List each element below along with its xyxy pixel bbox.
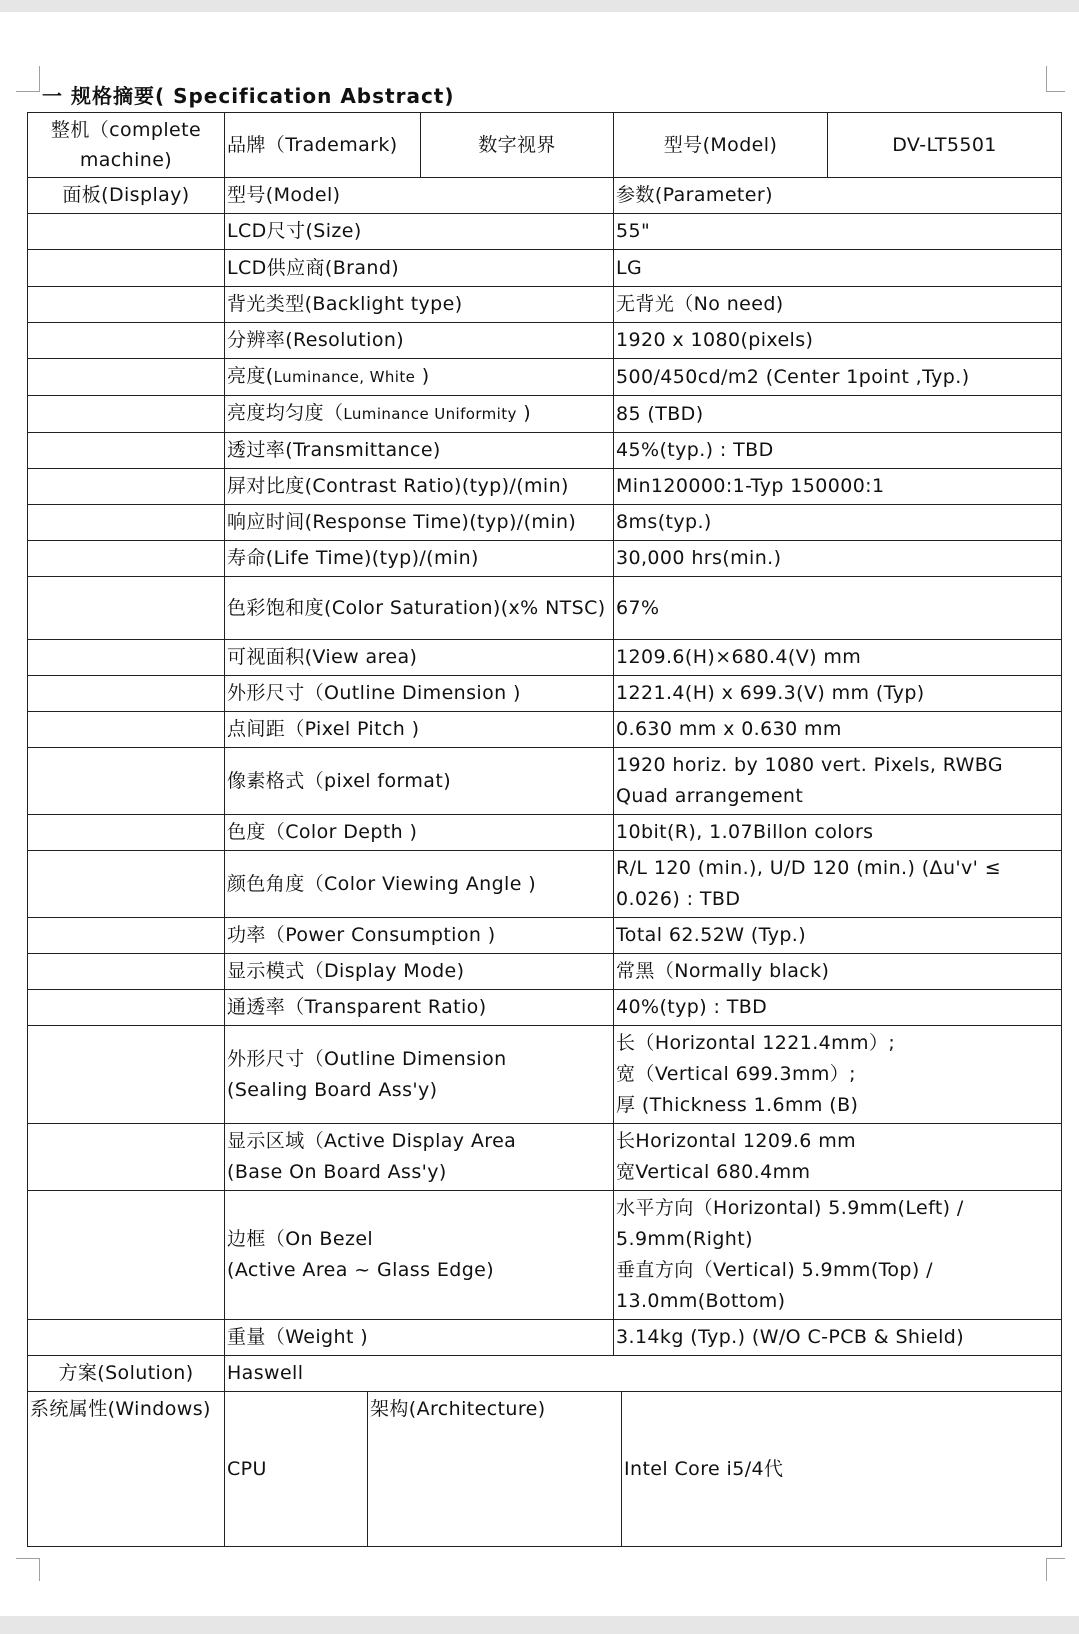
category-cell — [28, 250, 225, 287]
spec-label: 可视面积(View area) — [225, 640, 614, 676]
system-row — [28, 1392, 1062, 1547]
spec-label: 通透率（Transparent Ratio) — [225, 990, 614, 1026]
spec-row — [28, 396, 1062, 433]
spec-row — [28, 815, 1062, 851]
category-cell — [28, 214, 225, 250]
spec-value: Min120000:1-Typ 150000:1 — [614, 469, 1062, 505]
spec-label: 分辨率(Resolution) — [225, 323, 614, 359]
category-cell — [28, 469, 225, 505]
spec-row — [28, 287, 1062, 323]
model-label: 型号(Model) — [614, 113, 828, 178]
spec-value — [614, 1026, 1062, 1124]
category-cell — [28, 1191, 225, 1320]
display-category: 面板(Display) — [28, 178, 225, 214]
spec-row — [28, 712, 1062, 748]
system-category: 系统属性(Windows) — [28, 1392, 225, 1547]
spec-value: 45%(typ.) : TBD — [614, 433, 1062, 469]
spec-label: LCD尺寸(Size) — [225, 214, 614, 250]
crop-mark-bottom-right — [1046, 1558, 1065, 1581]
category-cell — [28, 851, 225, 918]
spec-label: 像素格式（pixel format) — [225, 748, 614, 815]
category-cell — [28, 287, 225, 323]
category-cell — [28, 1124, 225, 1191]
spec-value-line: 厚 (Thickness 1.6mm (B) — [616, 1094, 859, 1116]
spec-value: 85 (TBD) — [614, 396, 1062, 433]
category-cell — [28, 1320, 225, 1356]
spec-value: 1920 x 1080(pixels) — [614, 323, 1062, 359]
spec-value: 1221.4(H) x 699.3(V) mm (Typ) — [614, 676, 1062, 712]
spec-row — [28, 640, 1062, 676]
spec-row — [28, 1026, 1062, 1124]
system-value: Intel Core i5/4代 — [622, 1392, 1062, 1547]
machine-cell: 整机（complete machine) — [28, 113, 225, 178]
spec-label: 透过率(Transmittance) — [225, 433, 614, 469]
solution-category: 方案(Solution) — [28, 1356, 225, 1392]
spec-value: 8ms(typ.) — [614, 505, 1062, 541]
spec-value: 55" — [614, 214, 1062, 250]
section-heading: 一 规格摘要( Specification Abstract) — [42, 84, 455, 108]
spec-label-small: Luminance Uniformity — [343, 405, 517, 423]
model-value: DV-LT5501 — [828, 113, 1062, 178]
spec-label-line: (Sealing Board Ass'y) — [227, 1078, 438, 1101]
crop-mark-top-right — [1046, 66, 1065, 92]
spec-label: 色度（Color Depth ) — [225, 815, 614, 851]
category-cell — [28, 990, 225, 1026]
crop-mark-top-left — [16, 66, 40, 92]
spec-label-line: 显示区域（Active Display Area — [227, 1130, 517, 1152]
spec-row — [28, 214, 1062, 250]
spec-label: 背光类型(Backlight type) — [225, 287, 614, 323]
spec-label: 点间距（Pixel Pitch ) — [225, 712, 614, 748]
spec-label-line: 外形尺寸（Outline Dimension — [227, 1047, 507, 1070]
spec-value: LG — [614, 250, 1062, 287]
spec-label: 功率（Power Consumption ) — [225, 918, 614, 954]
spec-label-end: ) — [415, 365, 430, 387]
spec-value: 67% — [614, 577, 1062, 640]
category-cell — [28, 676, 225, 712]
crop-mark-bottom-left — [16, 1558, 40, 1581]
category-cell — [28, 815, 225, 851]
header-row — [28, 113, 1062, 178]
solution-row — [28, 1356, 1062, 1392]
category-cell — [28, 1026, 225, 1124]
category-cell — [28, 359, 225, 396]
spec-label: 型号(Model) — [225, 178, 614, 214]
spec-label: 屏对比度(Contrast Ratio)(typ)/(min) — [225, 469, 614, 505]
category-cell — [28, 433, 225, 469]
category-cell — [28, 577, 225, 640]
spec-label: 颜色角度（Color Viewing Angle ) — [225, 851, 614, 918]
spec-row — [28, 676, 1062, 712]
spec-label-main: 亮度均匀度（ — [227, 402, 344, 424]
spec-label-main: 亮度( — [227, 365, 274, 387]
spec-label — [225, 359, 614, 396]
system-arch-label: 架构(Architecture) — [368, 1392, 622, 1547]
spec-row — [28, 323, 1062, 359]
spec-value-line: 长Horizontal 1209.6 mm — [616, 1130, 857, 1152]
spec-label: 寿命(Life Time)(typ)/(min) — [225, 541, 614, 577]
spec-label-end: ) — [516, 402, 532, 424]
spec-label: 显示模式（Display Mode) — [225, 954, 614, 990]
spec-row — [28, 433, 1062, 469]
spec-value: 3.14kg (Typ.) (W/O C-PCB & Shield) — [614, 1320, 1062, 1356]
spec-label-line: (Base On Board Ass'y) — [227, 1161, 447, 1183]
spec-value: 10bit(R), 1.07Billon colors — [614, 815, 1062, 851]
spec-label-small: Luminance, White — [273, 368, 416, 386]
spec-row — [28, 954, 1062, 990]
category-cell — [28, 748, 225, 815]
category-cell — [28, 505, 225, 541]
spec-value-line: 长（Horizontal 1221.4mm）; — [616, 1032, 896, 1054]
spec-row — [28, 1320, 1062, 1356]
category-cell — [28, 396, 225, 433]
spec-value: 0.630 mm x 0.630 mm — [614, 712, 1062, 748]
spec-row — [28, 577, 1062, 640]
trademark-label: 品牌（Trademark) — [225, 113, 421, 178]
spec-row — [28, 918, 1062, 954]
category-cell — [28, 712, 225, 748]
display-section — [28, 178, 1062, 1356]
spec-value: 常黑（Normally black) — [614, 954, 1062, 990]
spec-value: 无背光（No need) — [614, 287, 1062, 323]
spec-row — [28, 250, 1062, 287]
system-component: CPU — [225, 1392, 368, 1547]
spec-label-line: 边框（On Bezel — [227, 1228, 374, 1250]
spec-label — [225, 1026, 614, 1124]
spec-value: Total 62.52W (Typ.) — [614, 918, 1062, 954]
spec-label — [225, 1124, 614, 1191]
spec-row — [28, 990, 1062, 1026]
spec-row — [28, 178, 1062, 214]
spec-value: 500/450cd/m2 (Center 1point ,Typ.) — [614, 359, 1062, 396]
spec-label: 色彩饱和度(Color Saturation)(x% NTSC) — [225, 577, 614, 640]
spec-value-line: 宽Vertical 680.4mm — [616, 1161, 811, 1183]
spec-row — [28, 1191, 1062, 1320]
spec-row — [28, 748, 1062, 815]
spec-row — [28, 851, 1062, 918]
spec-value-line: 宽（Vertical 699.3mm）; — [616, 1063, 856, 1085]
category-cell — [28, 541, 225, 577]
spec-label: LCD供应商(Brand) — [225, 250, 614, 287]
spec-value: 参数(Parameter) — [614, 178, 1062, 214]
spec-label: 响应时间(Response Time)(typ)/(min) — [225, 505, 614, 541]
spec-row — [28, 359, 1062, 396]
spec-label — [225, 1191, 614, 1320]
category-cell — [28, 918, 225, 954]
spec-value-line: 水平方向（Horizontal) 5.9mm(Left) / 5.9mm(Right) — [616, 1197, 964, 1250]
spec-row — [28, 541, 1062, 577]
spec-table — [27, 112, 1062, 1547]
spec-value — [614, 1124, 1062, 1191]
spec-value: 40%(typ) : TBD — [614, 990, 1062, 1026]
spec-row — [28, 505, 1062, 541]
spec-value: R/L 120 (min.), U/D 120 (min.) (Δu'v' ≤ 0.026) : TBD — [614, 851, 1062, 918]
category-cell — [28, 954, 225, 990]
spec-label: 外形尺寸（Outline Dimension ) — [225, 676, 614, 712]
spec-value — [614, 1191, 1062, 1320]
solution-value: Haswell — [225, 1356, 1062, 1392]
spec-value: 1209.6(H)×680.4(V) mm — [614, 640, 1062, 676]
spec-value: 30,000 hrs(min.) — [614, 541, 1062, 577]
spec-row — [28, 1124, 1062, 1191]
spec-row — [28, 469, 1062, 505]
category-cell — [28, 323, 225, 359]
spec-label — [225, 396, 614, 433]
trademark-value: 数字视界 — [421, 113, 614, 178]
spec-value-line: 垂直方向（Vertical) 5.9mm(Top) / 13.0mm(Bottom) — [616, 1259, 933, 1312]
category-cell — [28, 640, 225, 676]
spec-label-line: (Active Area ~ Glass Edge) — [227, 1259, 495, 1281]
spec-label: 重量（Weight ) — [225, 1320, 614, 1356]
spec-value: 1920 horiz. by 1080 vert. Pixels, RWBG Quad arrangement — [614, 748, 1062, 815]
